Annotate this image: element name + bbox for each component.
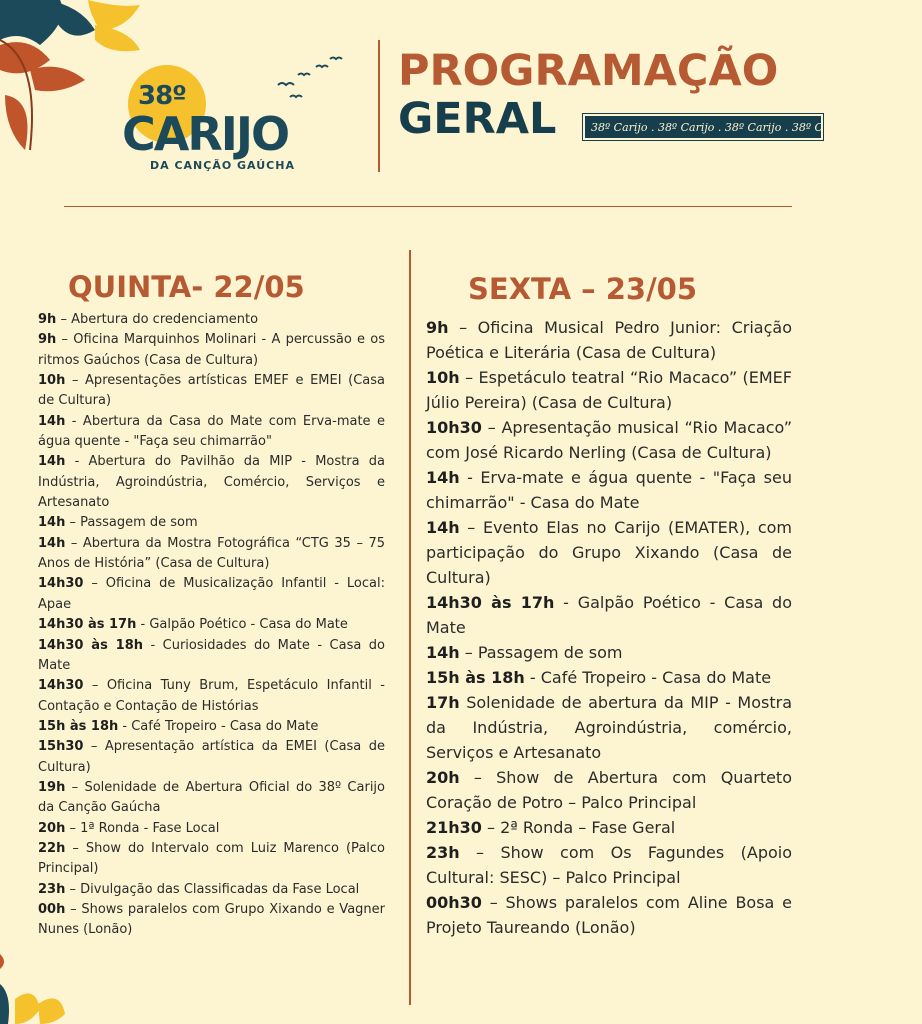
page-title-line2: GERAL <box>398 94 557 144</box>
schedule-description: – Oficina Musical Pedro Junior: Criação Poética e Literária (Casa de Cultura) <box>426 318 792 362</box>
schedule-item <box>38 737 385 778</box>
schedule-item <box>38 717 385 737</box>
schedule-time: 15h às 18h <box>38 718 119 734</box>
schedule-item <box>38 819 385 839</box>
schedule-description: - Café Tropeiro - Casa do Mate <box>118 718 319 734</box>
horizontal-divider <box>64 206 792 207</box>
schedule-description: - Curiosidades do Mate - Casa do Mate <box>38 637 385 673</box>
schedule-description: – Oficina Marquinhos Molinari - A percussão e os ritmos Gaúchos (Casa de Cultura) <box>38 332 385 368</box>
schedule-description: - Erva-mate e água quente - "Faça seu chimarrão" - Casa do Mate <box>426 468 792 512</box>
schedule-description: – Oficina de Musicalização Infantil - Local: Apae <box>38 576 385 612</box>
schedule-time: 9h <box>426 318 449 337</box>
schedule-description: Solenidade de abertura da MIP - Mostra da Indústria, Agroindústria, comércio, Serviços e Artesanato <box>426 693 792 762</box>
schedule-time: 21h30 <box>426 818 482 837</box>
schedule-description: – Solenidade de Abertura Oficial do 38º Carijo da Canção Gaúcha <box>38 779 385 816</box>
schedule-item <box>38 900 385 941</box>
schedule-item <box>426 765 792 815</box>
schedule-time: 19h <box>38 779 66 795</box>
schedule-time: 14h <box>426 518 460 537</box>
logo-name: CARIJO <box>122 107 289 161</box>
festival-logo <box>108 55 353 175</box>
schedule-item <box>38 534 385 575</box>
schedule-time: 14h30 às 17h <box>426 593 555 612</box>
schedule-time: 14h <box>38 515 66 531</box>
schedule-time: 9h <box>38 312 57 327</box>
schedule-item <box>38 636 385 677</box>
schedule-item <box>426 815 792 840</box>
schedule-time: 00h <box>38 901 66 917</box>
schedule-item <box>426 415 792 465</box>
schedule-item <box>426 465 792 515</box>
schedule-time: 14h <box>38 413 66 429</box>
schedule-item <box>426 890 792 940</box>
birds-icon <box>268 55 348 110</box>
friday-title: SEXTA – 23/05 <box>468 272 698 306</box>
schedule-description: – Abertura da Mostra Fotográfica “CTG 35 – 75 Anos de História” (Casa de Cultura) <box>38 535 385 572</box>
schedule-time: 14h30 às 17h <box>38 617 137 633</box>
schedule-time: 23h <box>426 843 460 862</box>
schedule-time: 14h30 <box>38 576 84 592</box>
schedule-time: 17h <box>426 693 460 712</box>
schedule-time: 14h <box>38 535 66 551</box>
schedule-item <box>426 590 792 640</box>
schedule-item <box>426 515 792 590</box>
schedule-time: 14h <box>426 468 460 487</box>
schedule-time: 10h <box>426 368 460 387</box>
schedule-time: 15h às 18h <box>426 668 525 687</box>
schedule-description: – Show com Os Fagundes (Apoio Cultural: SESC) – Palco Principal <box>426 843 792 887</box>
schedule-description: - Abertura da Casa do Mate com Erva-mate e água quente - "Faça seu chimarrão" <box>38 413 385 450</box>
schedule-item <box>38 880 385 900</box>
schedule-time: 20h <box>426 768 460 787</box>
schedule-description: – Show de Abertura com Quarteto Coração de Potro – Palco Principal <box>426 768 792 812</box>
schedule-description: – 2ª Ronda – Fase Geral <box>481 818 676 837</box>
schedule-description: - Galpão Poético - Casa do Mate <box>136 617 348 633</box>
schedule-item <box>38 452 385 513</box>
schedule-description: - Abertura do Pavilhão da MIP - Mostra da Indústria, Agroindústria, Comércio, Serviços e Artesanato <box>38 454 385 511</box>
schedule-item <box>426 665 792 690</box>
schedule-description: – Shows paralelos com Grupo Xixando e Vagner Nunes (Lonão) <box>38 901 385 938</box>
schedule-description: – Apresentação musical “Rio Macaco” com José Ricardo Nerling (Casa de Cultura) <box>426 418 792 462</box>
schedule-time: 10h30 <box>426 418 482 437</box>
schedule-description: – Passagem de som <box>459 643 623 662</box>
schedule-time: 14h30 às 18h <box>38 637 144 653</box>
schedule-time: 20h <box>38 820 66 836</box>
schedule-item <box>426 365 792 415</box>
schedule-time: 22h <box>38 840 66 856</box>
schedule-description: - Café Tropeiro - Casa do Mate <box>524 668 772 687</box>
column-divider <box>409 250 411 1005</box>
schedule-item <box>426 840 792 890</box>
schedule-time: 00h30 <box>426 893 482 912</box>
schedule-item <box>38 778 385 819</box>
decorative-leaves-bottom-icon <box>0 954 90 1024</box>
logo-edition: 38º <box>138 81 186 111</box>
schedule-item <box>38 615 385 635</box>
schedule-item <box>38 371 385 412</box>
schedule-time: 15h30 <box>38 739 84 755</box>
schedule-description: – Show do Intervalo com Luiz Marenco (Palco Principal) <box>38 840 385 877</box>
schedule-time: 10h <box>38 373 66 389</box>
schedule-description: – Oficina Tuny Brum, Espetáculo Infantil - Contação e Contação de Histórias <box>38 678 385 714</box>
schedule-description: – Apresentações artísticas EMEF e EMEI (Casa de Cultura) <box>38 373 385 409</box>
schedule-item <box>426 315 792 365</box>
schedule-item <box>38 310 385 330</box>
schedule-description: – 1ª Ronda - Fase Local <box>65 820 220 836</box>
thursday-schedule <box>38 310 385 941</box>
schedule-description: – Espetáculo teatral “Rio Macaco” (EMEF Júlio Pereira) (Casa de Cultura) <box>426 368 792 412</box>
ribbon-text: 38º Carijo . 38º Carijo . 38º Carijo . 38º Carijo . 38º Carijo . <box>591 121 922 134</box>
schedule-description: – Apresentação artística da EMEI (Casa de Cultura) <box>38 739 385 775</box>
schedule-description: – Evento Elas no Carijo (EMATER), com participação do Grupo Xixando (Casa de Cultura) <box>426 518 792 587</box>
schedule-item <box>38 574 385 615</box>
header-divider <box>378 40 380 172</box>
friday-schedule <box>426 315 792 940</box>
schedule-item <box>426 640 792 665</box>
schedule-description: – Divulgação das Classificadas da Fase Local <box>65 881 360 897</box>
edition-ribbon <box>583 114 922 140</box>
page-title-line1: PROGRAMAÇÃO <box>398 46 779 96</box>
logo-subtitle: DA CANÇÃO GAÚCHA <box>150 159 295 172</box>
schedule-description: – Passagem de som <box>65 515 198 531</box>
schedule-description: - Galpão Poético - Casa do Mate <box>426 593 792 637</box>
schedule-description: – Shows paralelos com Aline Bosa e Projeto Taureando (Lonão) <box>426 893 792 937</box>
schedule-item <box>38 676 385 717</box>
schedule-item <box>38 513 385 533</box>
schedule-time: 14h30 <box>38 678 84 694</box>
schedule-time: 14h <box>38 454 66 470</box>
schedule-time: 9h <box>38 332 57 348</box>
schedule-description: – Abertura do credenciamento <box>56 312 259 327</box>
thursday-title: QUINTA- 22/05 <box>68 270 305 304</box>
schedule-item <box>38 330 385 371</box>
schedule-item <box>38 839 385 880</box>
schedule-item <box>426 690 792 765</box>
schedule-time: 23h <box>38 881 66 897</box>
schedule-item <box>38 412 385 453</box>
schedule-time: 14h <box>426 643 460 662</box>
